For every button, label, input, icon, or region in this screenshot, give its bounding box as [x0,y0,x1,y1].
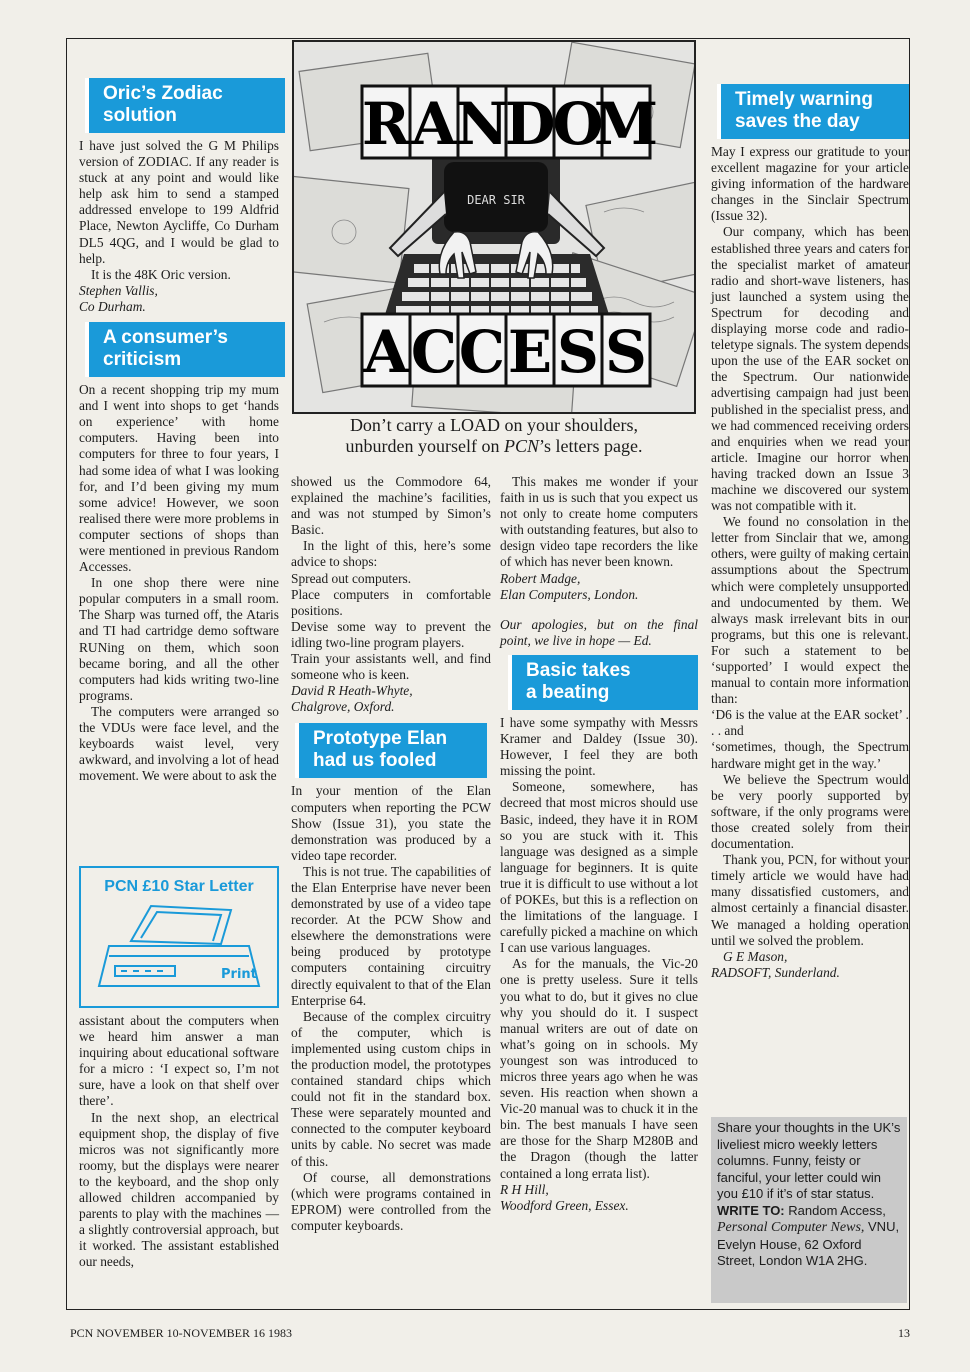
letter-paragraph: In one shop there were nine popular computers in a small room. The Sharp was turned off, the Ataris and TI had cartridge demo software RUNing on them, which soon became boring, and all the other computers had kids writing two-line programs. [79,575,279,703]
advice-item: Train your assistants well, and find someone who is keen. [291,651,491,683]
address-line: VNU, Evelyn House, 62 Oxford Street, London W1A 2HG. [717,1219,900,1268]
column-1-top [79,78,279,784]
tagline [292,415,696,457]
editor-note: Our apologies, but on the final point, we live in hope — Ed. [500,616,698,648]
letter-paragraph: May I express our gratitude to your excellent magazine for your article giving information of the hardware changes in the Sinclair Spectrum (Issue 32). [711,144,909,224]
banner-letter: R [361,90,411,158]
random-access-banner [292,40,696,414]
footer-issue: PCN NOVEMBER 10-NOVEMBER 16 1983 [70,1326,293,1340]
tagline-text: unburden yourself on [345,436,504,456]
heading-line: Timely warning [735,89,873,110]
letter-paragraph: Someone, somewhere, has decreed that most micros should use Basic, indeed, they have it in ROM so you are stuck with it. This language was designed as a simple language for beginners. It is quite true it is difficult to use without a lot of POKEs, but this is a reflection on the limitations of the language. I carefully picked a machine on which I can use various languages. [500,779,698,956]
letter-paragraph: This is not true. The capabilities of the Elan Enterprise have never been demonstrated by use of a video tape recorder. At the PCW Show and elsewhere the demonstrations were being produced by prototype computers containing circuitry directly equivalent to that of the Elan Enterprise 64. [291,863,491,1008]
tagline-line2 [292,436,696,457]
banner-letter: A [411,90,457,158]
share-text: Share your thoughts in the UK’s liveliest micro weekly letters columns. Funny, feisty or fanciful, your letter could win you £10 if it’s of star status. [717,1120,901,1201]
heading-line: criticism [103,349,182,371]
printer-label: Print [221,967,257,982]
screen-text: DEAR SIR [467,193,525,207]
letter-paragraph: I have some sympathy with Messrs Kramer and Daldey (Issue 30). However, I feel they are both missing the point. [500,714,698,779]
heading-line: Prototype Elan [313,728,448,750]
banner-letter: M [593,90,659,158]
signature-name: G E Mason, [723,948,788,964]
column-2 [291,474,491,1234]
share-your-thoughts-box [711,1117,907,1303]
signature-name: Robert Madge, [500,570,581,586]
letter-paragraph: In your mention of the Elan computers when reporting the PCW Show (Issue 31), you state the demonstration was produced by a video tape recorder. [291,783,491,863]
heading-line: solution [103,105,177,126]
letter-paragraph: assistant about the computers when we heard him answer a man inquiring about educational software for a micro : ‘I expect so, I’m not sure, have a look on that shelf over there’. [79,1013,279,1109]
printer-icon [81,896,277,996]
address-line: Random Access, [788,1202,886,1218]
column-1-bottom [79,1013,279,1271]
banner-letter: N [455,90,509,158]
star-letter-box [79,866,279,1008]
quote-line: ‘sometimes, though, the Spectrum hardware might get in the way.’ [711,739,909,771]
signature-name: Stephen Vallis, [79,282,158,298]
banner-letter: O [552,90,604,158]
signature-place: Chalgrove, Oxford. [291,699,395,715]
banner-letter: A [363,318,409,386]
banner-letter: S [557,318,599,386]
heading-oric-zodiac [85,78,285,133]
advice-item: Spread out computers. [291,570,412,586]
letter-paragraph: Because of the complex circuitry of the computer, which is implemented using custom chips in the production model, the prototypes contained standard chips which could not fit in the standard box. These were separately mounted and connected to the computer keyboard units by cable. No secret was made of this. [291,1008,491,1169]
letter-paragraph: We believe the Spectrum would be very poorly supported by software, if the only programs were those created solely from their documentation. [711,771,909,852]
column-3 [500,474,698,1214]
share-address [717,1203,901,1270]
letter-paragraph: In the light of this, here’s some advice to shops: [291,538,491,570]
letter-paragraph: As for the manuals, the Vic-20 one is pretty useless. Sure it tells you what to do, but it gives no clue why you should do it. I suspect manual writers are out of date on what’s going on in schools. My youngest son was introduced to micros three years ago when he was seven. His reaction when shown a Vic-20 manual was to chuck it in the bin. The best manuals I have seen are those for the Sharp M280B and the Dragon (though the latter contained a long errata list). [500,956,698,1181]
heading-line: had us fooled [313,750,437,772]
heading-line: a beating [526,681,610,703]
advice-item: Place computers in comfortable positions. [291,586,491,618]
banner-letter: D [504,90,556,158]
column-4 [711,84,909,981]
star-letter-title: PCN £10 Star Letter [104,878,254,895]
tagline-pcn: PCN [503,436,539,456]
letter-paragraph: In the next shop, an electrical equipment shop, the display of five micros was not significantly more roomy, but the displays were nearer to the keyboard, and the shop only allowed children accompanied by parents to play with the machines — a slightly controversial approach, but it worked. The assistant established our needs, [79,1109,279,1270]
letter-paragraph: Thank you, PCN, for without your timely article we would have had many dissatisfied customers, and almost certainly a financial disaster. We managed a holding operation until we solved the problem. [711,852,909,948]
letter-paragraph: This makes me wonder if your faith in us is such that you expect us not only to create home computers with outstanding features, but also to design video tape recorders the like of which has never been known. [500,474,698,570]
letter-paragraph: Of course, all demonstrations (which were programs contained in EPROM) were controlled from the computer keyboards. [291,1169,491,1233]
heading-prototype-elan [295,723,487,778]
banner-illustration [294,42,696,414]
signature-place: Woodford Green, Essex. [500,1197,629,1213]
signature-place: RADSOFT, Sunderland. [711,964,840,980]
signature-place: Elan Computers, London. [500,586,639,602]
letter-paragraph: Our company, which has been established three years and caters for the specialist market of amateur radio and short-wave listeners, has just launched a system using the Spectrum for decoding and displaying morse code and radio-teletype signals. The system depends upon the use of the EAR socket on the Spectrum. Our nationwide advertising campaign had just been published in the specialist press, and we had commenced receiving orders and enquiries when we read your article. Imagine our horror when having tracked down an Issue 3 machine we discovered our system was not compatible with it. [711,224,909,514]
heading-line: Basic takes [526,659,631,681]
banner-letter: E [507,318,553,386]
banner-letter: S [605,318,647,386]
banner-letter: C [410,318,458,386]
tagline-text: ’s letters page. [539,436,643,456]
signature-name: David R Heath-Whyte, [291,683,413,699]
letter-paragraph: showed us the Commodore 64, explained the machine’s facilities, and was not stumped by Simon’s Basic. [291,474,491,538]
letter-paragraph: It is the 48K Oric version. [91,266,231,282]
banner-letter: C [458,318,506,386]
heading-line: saves the day [735,111,860,132]
heading-line: A consumer’s [103,327,228,349]
heading-timely-warning [717,84,909,139]
heading-consumer-criticism [85,322,285,377]
quote-line: ‘D6 is the value at the EAR socket’ . . . and [711,707,909,739]
signature-place: Co Durham. [79,298,146,314]
page-number: 13 [898,1326,910,1340]
advice-item: Devise some way to prevent the idling two-line program players. [291,618,491,650]
write-to-label: WRITE TO: [717,1202,785,1218]
letter-paragraph: On a recent shopping trip my mum and I went into shops to get ‘hands on experience’ with home computers. Having been into computers for three to four years, I had some idea of what I was looking for, and I’d been giving my mum some advice! However, we soon realised there were more problems in computer sections of shops than were mentioned in previous Random Accesses. [79,382,279,575]
heading-line: Oric’s Zodiac [103,83,223,104]
letter-paragraph: We found no consolation in the letter from Sinclair that we, among others, were guilty of making certain assumptions about the Spectrum which were completely unsupported and undocumented by them. We always mask irrelevant bits in our programs, but this one is relevant. For such a statement to be ‘supported’ I would expect the manual to contain more information than: [711,514,909,707]
letter-paragraph: The computers were arranged so the VDUs were face level, and the keyboards waist level, very awkward, and involving a lot of head movement. We were about to ask the [79,703,279,784]
heading-basic-beating [508,655,698,710]
letter-paragraph: I have just solved the G M Philips version of ZODIAC. If any reader is stuck at any point and would like help ask him to send a stamped addressed envelope to 199 Aldfrid Place, Newton Aycliffe, Co Durham DL5 4QG, and I would be glad to help. [79,138,279,266]
tagline-line1: Don’t carry a LOAD on your shoulders, [349,415,639,435]
signature-name: R H Hill, [500,1181,549,1197]
address-line: Personal Computer News, [717,1220,865,1235]
